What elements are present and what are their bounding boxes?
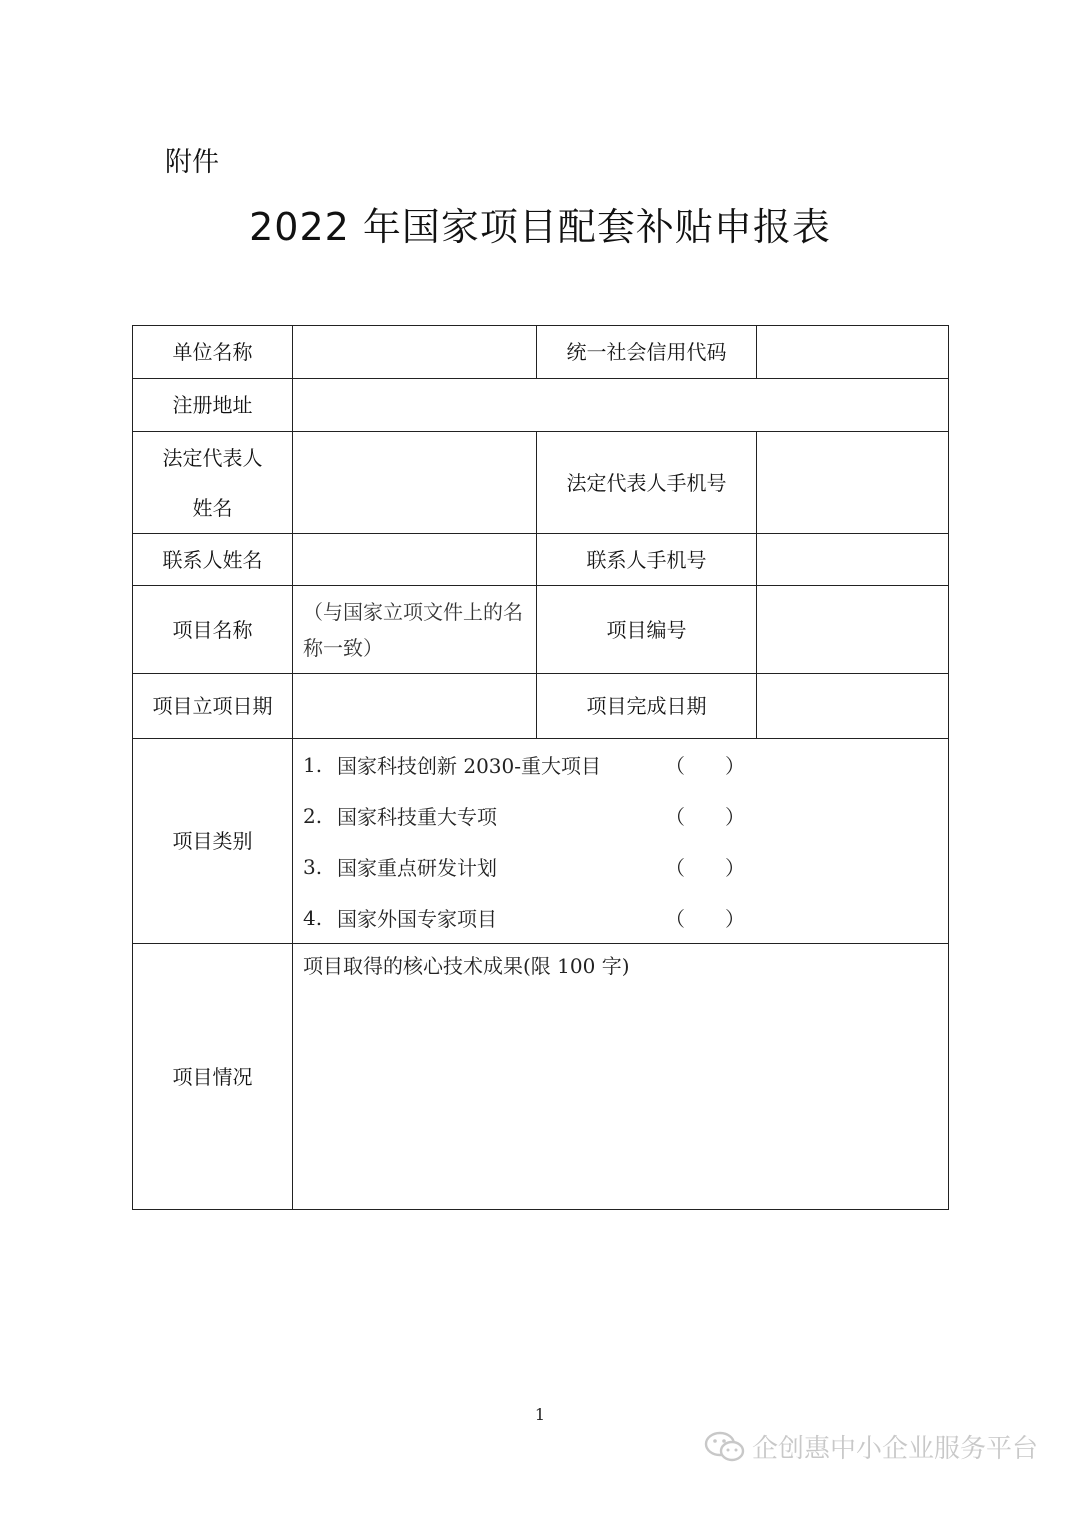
row-legal-rep	[133, 432, 949, 534]
contact-name-label: 联系人姓名	[133, 534, 293, 586]
row-reg-address	[133, 379, 949, 432]
project-name-field[interactable]: （与国家立项文件上的名称一致）	[293, 586, 537, 674]
form-title: 2022 年国家项目配套补贴申报表	[249, 205, 831, 249]
row-project-category	[133, 739, 949, 944]
unit-name-label: 单位名称	[133, 326, 293, 379]
category-option-checkbox[interactable]: （ ）	[665, 856, 745, 880]
category-option[interactable]	[293, 739, 948, 790]
reg-address-label: 注册地址	[133, 379, 293, 432]
row-contact	[133, 534, 949, 586]
wechat-icon	[704, 1430, 746, 1464]
attachment-label: 附件	[165, 147, 219, 178]
approval-date-label: 项目立项日期	[133, 674, 293, 739]
category-option-checkbox[interactable]: （ ）	[665, 907, 745, 931]
category-option-number: 1.	[303, 752, 323, 777]
completion-date-label: 项目完成日期	[537, 674, 757, 739]
project-category-label: 项目类别	[133, 739, 293, 944]
category-option[interactable]	[293, 841, 948, 892]
project-category-options	[293, 739, 949, 944]
legal-rep-name-label-line1: 法定代表人	[162, 445, 263, 470]
page-number: 1	[534, 1405, 546, 1424]
project-number-field[interactable]	[757, 586, 949, 674]
category-option-number: 4.	[303, 905, 323, 930]
legal-rep-phone-field[interactable]	[757, 432, 949, 534]
legal-rep-phone-label: 法定代表人手机号	[537, 432, 757, 534]
category-option-checkbox[interactable]: （ ）	[665, 805, 745, 829]
project-number-label: 项目编号	[537, 586, 757, 674]
reg-address-field[interactable]	[293, 379, 949, 432]
credit-code-label: 统一社会信用代码	[537, 326, 757, 379]
category-option-text: 国家重点研发计划	[337, 856, 497, 880]
watermark	[704, 1428, 1038, 1465]
application-form-table	[132, 325, 949, 1210]
row-project-dates	[133, 674, 949, 739]
project-situation-label: 项目情况	[133, 944, 293, 1210]
category-option-number: 2.	[303, 803, 323, 828]
watermark-text: 企创惠中小企业服务平台	[752, 1434, 1039, 1464]
category-option-number: 3.	[303, 854, 323, 879]
category-option-checkbox[interactable]: （ ）	[665, 754, 745, 778]
category-option-text: 国家科技重大专项	[337, 805, 497, 829]
row-project-situation	[133, 944, 949, 1210]
contact-name-field[interactable]	[293, 534, 537, 586]
project-situation-field[interactable]: 项目取得的核心技术成果(限 100 字)	[293, 944, 949, 1210]
completion-date-field[interactable]	[757, 674, 949, 739]
category-option-text: 国家外国专家项目	[337, 907, 497, 931]
legal-rep-name-label-line2: 姓名	[192, 495, 233, 520]
approval-date-field[interactable]	[293, 674, 537, 739]
legal-rep-name-label	[133, 432, 293, 534]
category-option[interactable]	[293, 790, 948, 841]
row-project-name	[133, 586, 949, 674]
legal-rep-name-field[interactable]	[293, 432, 537, 534]
category-option[interactable]	[293, 892, 948, 943]
project-name-label: 项目名称	[133, 586, 293, 674]
contact-phone-field[interactable]	[757, 534, 949, 586]
unit-name-field[interactable]	[293, 326, 537, 379]
contact-phone-label: 联系人手机号	[537, 534, 757, 586]
row-unit-name	[133, 326, 949, 379]
category-option-text: 国家科技创新 2030-重大项目	[337, 754, 602, 778]
credit-code-field[interactable]	[757, 326, 949, 379]
